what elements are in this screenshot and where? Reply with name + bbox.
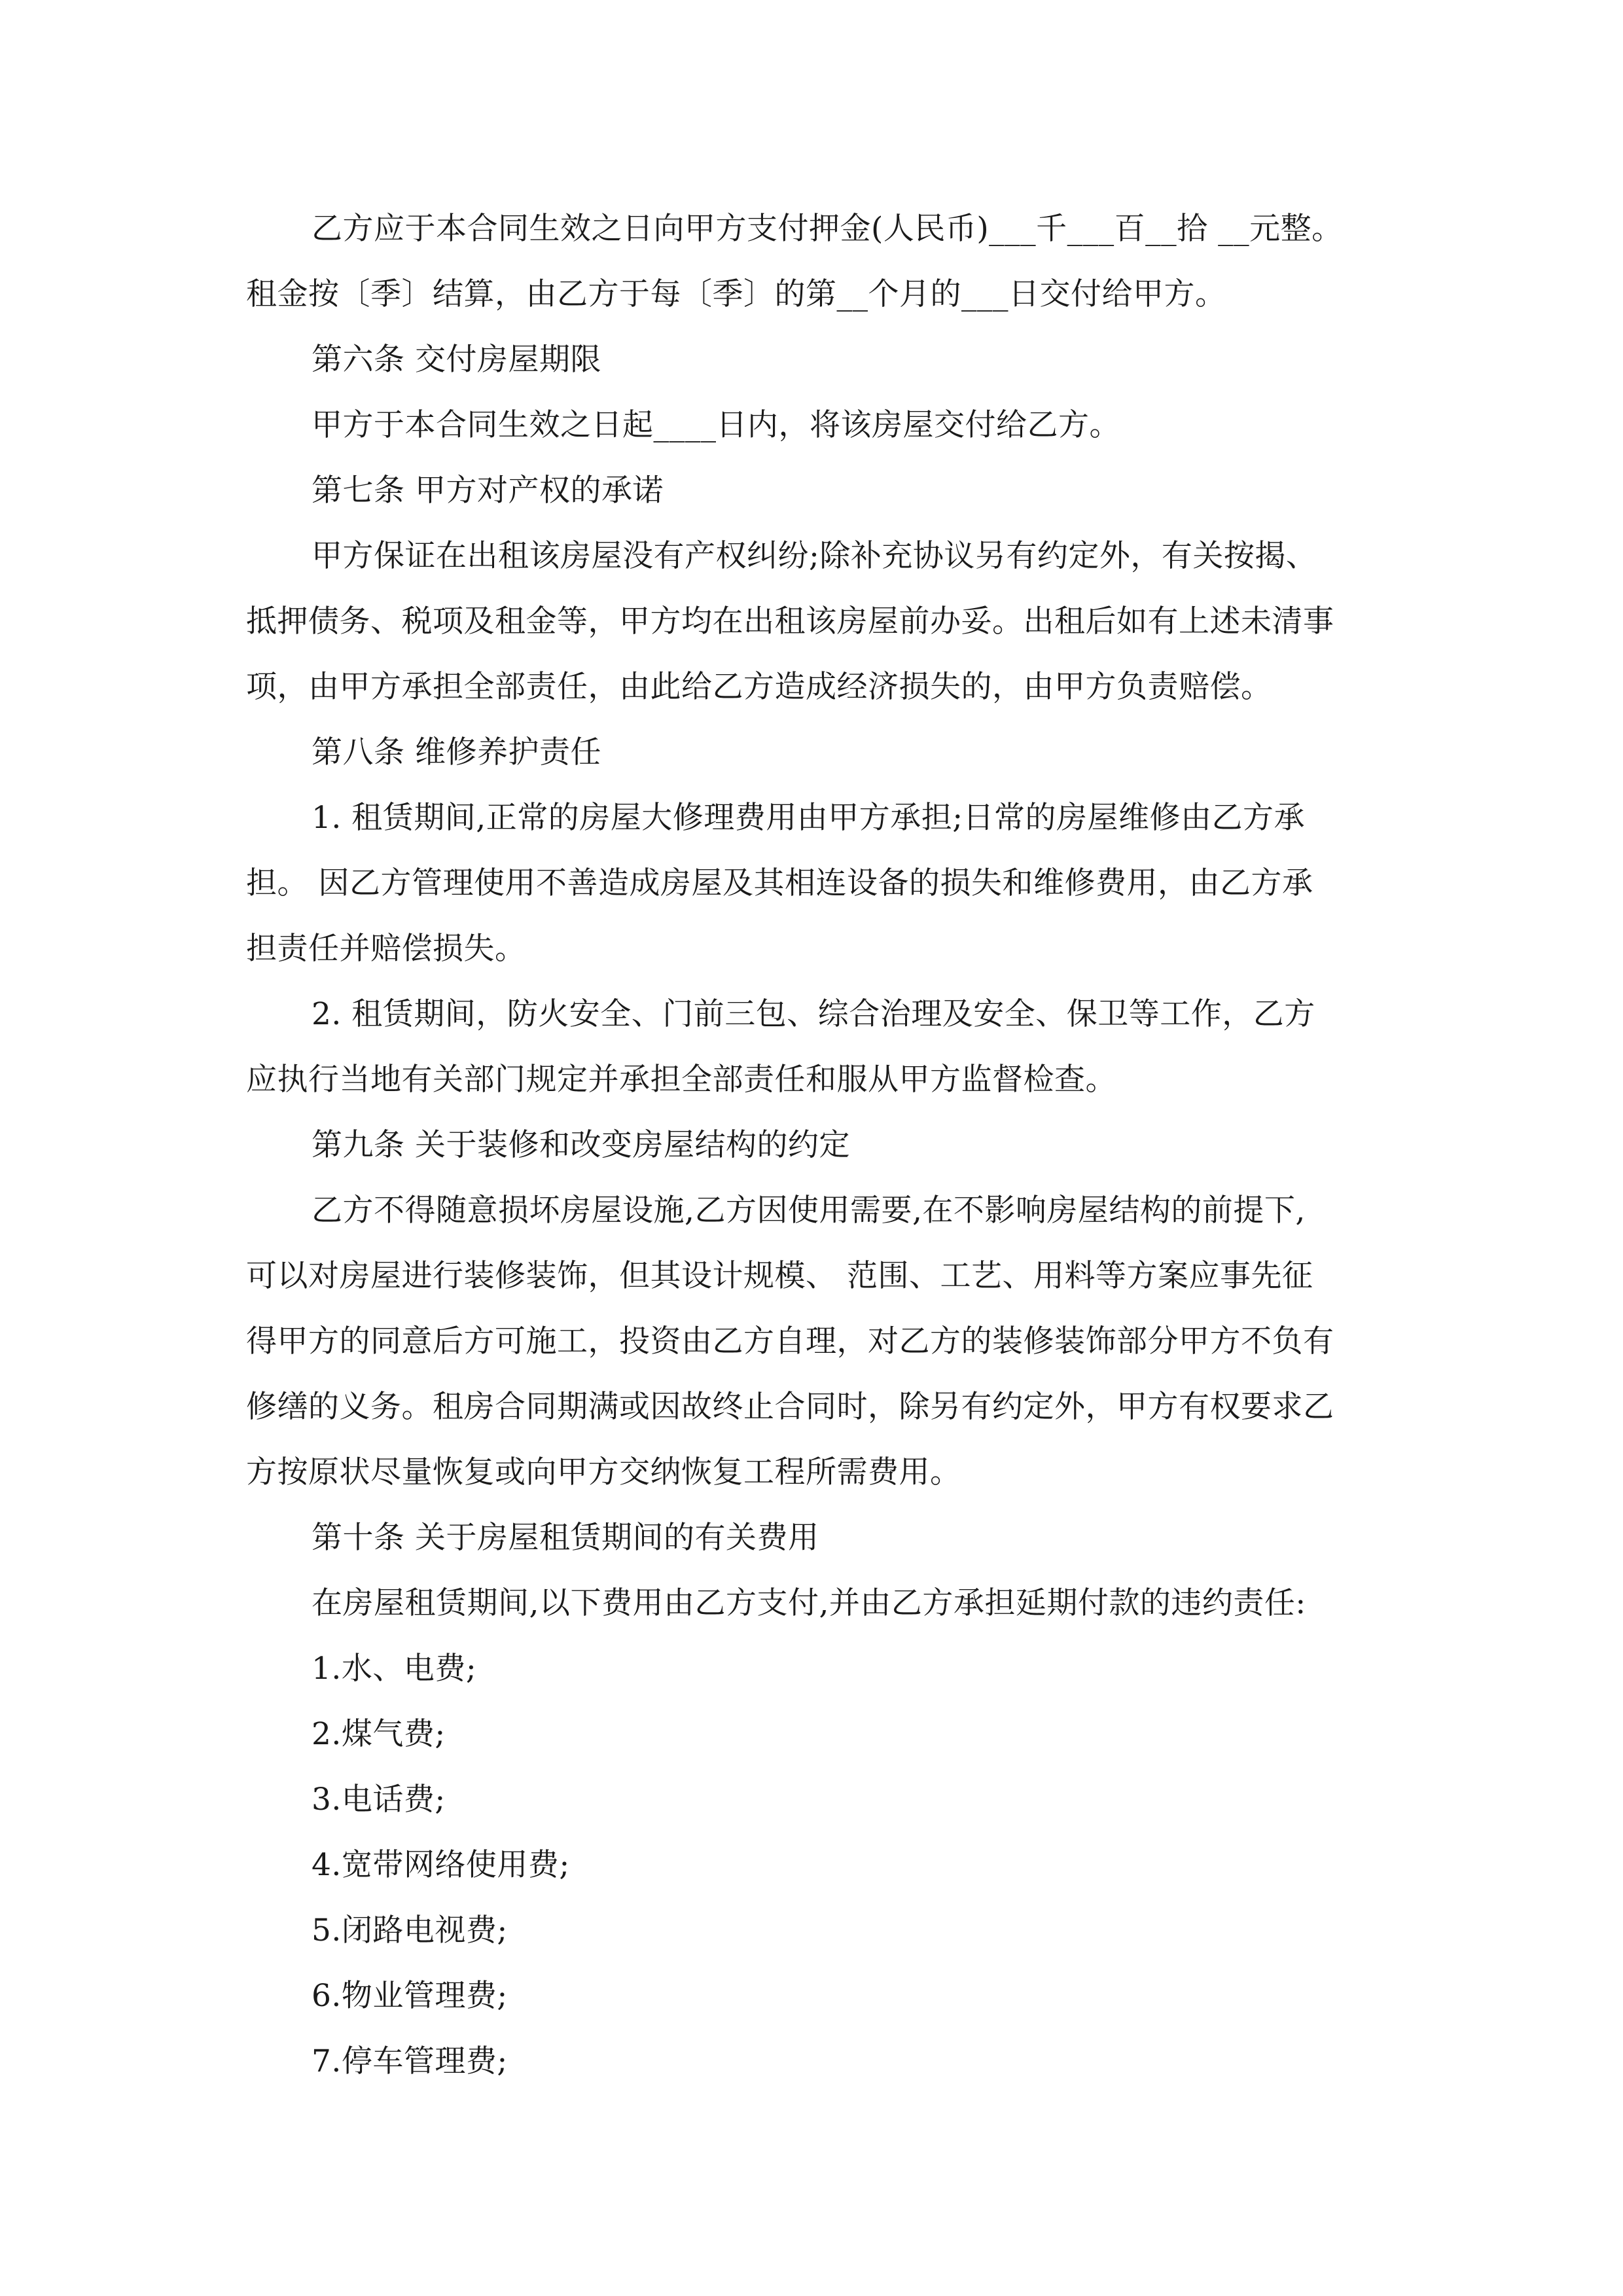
- fee-item-1: 1.水、电费;: [312, 1651, 477, 1687]
- text-line: 抵押债务、税项及租金等，甲方均在出租该房屋前办妥。出租后如有上述未清事: [246, 603, 1334, 639]
- fee-item-5: 5.闭路电视费;: [312, 1912, 508, 1948]
- fee-item-3: 3.电话费;: [312, 1782, 446, 1818]
- text-line: 方按原状尽量恢复或向甲方交纳恢复工程所需费用。: [246, 1454, 961, 1490]
- text-line: 乙方不得随意损坏房屋设施,乙方因使用需要,在不影响房屋结构的前提下,: [312, 1193, 1306, 1229]
- deposit-paragraph: [246, 196, 1398, 327]
- text-line: 甲方于本合同生效之日起____日内，将该房屋交付给乙方。: [312, 407, 1120, 443]
- article-7-heading: 第七条 甲方对产权的承诺: [312, 473, 664, 509]
- text-line: 1. 租赁期间,正常的房屋大修理费用由甲方承担;日常的房屋维修由乙方承: [312, 800, 1306, 836]
- text-line: 项，由甲方承担全部责任，由此给乙方造成经济损失的，由甲方负责赔偿。: [246, 669, 1272, 705]
- article-10-heading: 第十条 关于房屋租赁期间的有关费用: [312, 1520, 819, 1556]
- text-line: 可以对房屋进行装修装饰，但其设计规模、 范围、工艺、用料等方案应事先征: [246, 1258, 1313, 1294]
- article-8-clause-2: [246, 982, 1398, 1113]
- article-8-heading: 第八条 维修养护责任: [312, 734, 601, 770]
- article-7-body: [246, 524, 1398, 720]
- text-line: 在房屋租赁期间,以下费用由乙方支付,并由乙方承担延期付款的违约责任:: [312, 1585, 1306, 1621]
- text-line: 应执行当地有关部门规定并承担全部责任和服从甲方监督检查。: [246, 1062, 1116, 1098]
- text-line: 担责任并赔偿损失。: [246, 931, 526, 967]
- document-body: [246, 196, 1398, 2094]
- article-9-heading: 第九条 关于装修和改变房屋结构的约定: [312, 1127, 850, 1163]
- article-10-body: [246, 1571, 1398, 1636]
- text-line: 得甲方的同意后方可施工，投资由乙方自理，对乙方的装修装饰部分甲方不负有: [246, 1323, 1334, 1359]
- text-line: 担。 因乙方管理使用不善造成房屋及其相连设备的损失和维修费用，由乙方承: [246, 865, 1313, 901]
- article-9-body: [246, 1178, 1398, 1505]
- fee-item-7: 7.停车管理费;: [312, 2043, 508, 2079]
- article-8-clause-1: [246, 785, 1398, 982]
- text-line: 2. 租赁期间，防火安全、门前三包、综合治理及安全、保卫等工作，乙方: [312, 996, 1315, 1032]
- text-line: 甲方保证在出租该房屋没有产权纠纷;除补充协议另有约定外，有关按揭、: [312, 538, 1317, 574]
- fee-item-4: 4.宽带网络使用费;: [312, 1847, 570, 1883]
- article-6-body: [246, 393, 1398, 458]
- text-line: 修缮的义务。租房合同期满或因故终止合同时，除另有约定外，甲方有权要求乙: [246, 1389, 1334, 1425]
- text-line: 租金按〔季〕结算，由乙方于每〔季〕的第__个月的___日交付给甲方。: [246, 276, 1226, 312]
- fee-item-2: 2.煤气费;: [312, 1716, 446, 1752]
- article-6-heading: 第六条 交付房屋期限: [312, 342, 601, 378]
- text-line: 乙方应于本合同生效之日向甲方支付押金(人民币)___千___百__拾 __元整。: [312, 211, 1343, 247]
- fee-item-6: 6.物业管理费;: [312, 1978, 508, 2014]
